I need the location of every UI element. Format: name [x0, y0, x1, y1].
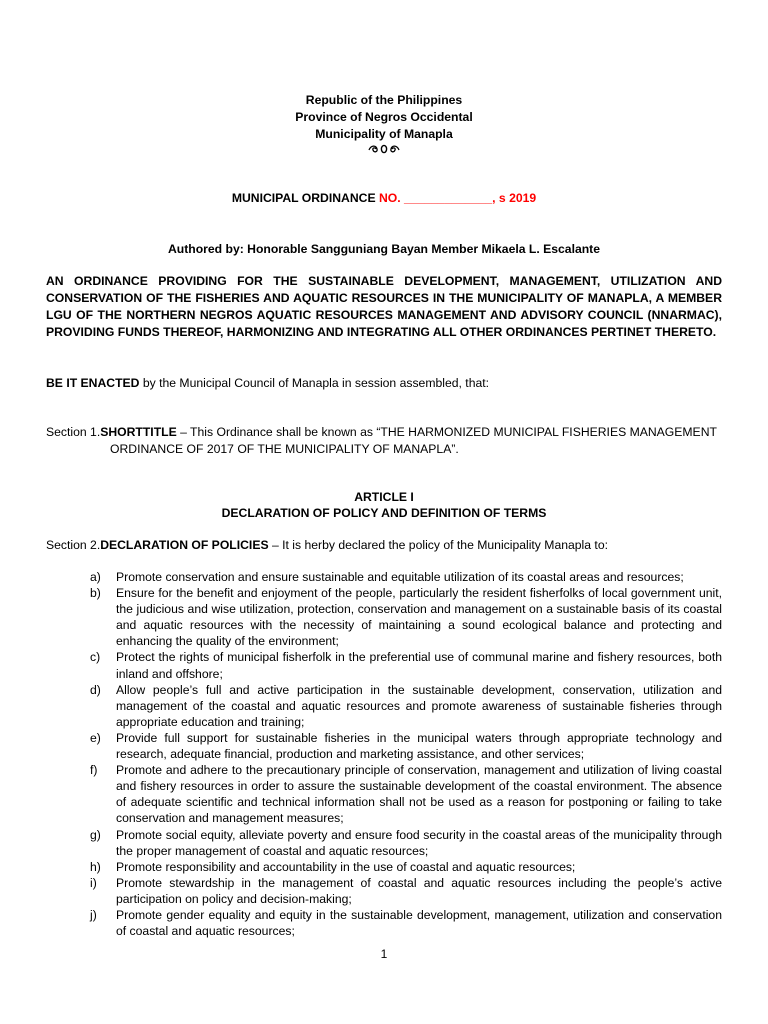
- list-item: [46, 827, 722, 859]
- list-item-text: Promote responsibility and accountability in the use of coastal and aquatic resources;: [116, 859, 576, 874]
- ornament-divider: [46, 143, 722, 160]
- list-item: [46, 875, 722, 907]
- ordinance-number: [46, 190, 722, 206]
- list-item-text: Promote gender equality and equity in the sustainable development, management, utilization and conservation of coastal and aquatic resources;: [116, 907, 722, 939]
- list-item: [46, 762, 722, 826]
- list-item-letter: e): [90, 730, 101, 745]
- list-item-letter: f): [90, 763, 98, 778]
- list-item: [46, 682, 722, 730]
- section-1-prefix: Section 1.: [46, 425, 101, 439]
- list-item-letter: j): [90, 907, 97, 922]
- article-subtitle: DECLARATION OF POLICY AND DEFINITION OF TERMS: [221, 506, 547, 520]
- list-item-text: Promote and adhere to the precautionary principle of conservation, management and utilization of living coastal and fishery resources in order to assure the sustainable development of the coastal environment. The absence of adequate scientific and technical information shall not be used as a reason for postponing or failing to take conservation and management measures;: [116, 763, 722, 826]
- list-item-letter: h): [90, 859, 101, 874]
- list-item-letter: d): [90, 682, 101, 697]
- section-1: [46, 424, 722, 458]
- list-item-text: Promote social equity, alleviate poverty and ensure food security in the coastal areas of the municipality through the proper management of coastal and aquatic resources;: [116, 827, 722, 858]
- ornament-icon: [367, 143, 401, 155]
- list-item: [46, 585, 722, 649]
- list-item: [46, 859, 722, 875]
- list-item-text: Protect the rights of municipal fisherfolk in the preferential use of communal marine and fishery resources, both inland and offshore;: [116, 650, 722, 681]
- list-item-letter: i): [90, 875, 97, 890]
- enacted-lead: BE IT ENACTED: [46, 376, 140, 390]
- list-item: [46, 907, 722, 939]
- enacted-rest: by the Municipal Council of Manapla in session assembled, that:: [139, 376, 490, 390]
- list-item: [46, 569, 722, 585]
- page-number: 1: [380, 947, 388, 961]
- ordinance-title: AN ORDINANCE PROVIDING FOR THE SUSTAINABLE DEVELOPMENT, MANAGEMENT, UTILIZATION AND CONSERVATION OF THE FISHERIES AND AQUATIC RESOURCES IN THE MUNICIPALITY OF MANAPLA, A MEMBER LGU OF THE NORTHERN NEGROS AQUATIC RESOURCES MANAGEMENT AND ADVISORY COUNCIL (NNARMAC), PROVIDING FUNDS THEREOF, HARMONIZING AND INTEGRATING ALL OTHER ORDINANCES PERTINET THERETO.: [46, 274, 722, 339]
- section-2: [46, 537, 722, 553]
- list-item-letter: g): [90, 827, 101, 842]
- enacting-clause: [46, 375, 722, 391]
- section-2-text: – It is herby declared the policy of the Municipality Manapla to:: [268, 538, 608, 552]
- document-header: [46, 92, 722, 160]
- list-item-text: Promote conservation and ensure sustainable and equitable utilization of its coastal areas and resources;: [116, 570, 684, 584]
- policy-list: [46, 569, 722, 939]
- ordinance-number-value: NO. _____________, s 2019: [378, 191, 537, 205]
- article-heading: [46, 489, 722, 521]
- section-1-heading: SHORTTITLE: [100, 425, 177, 439]
- document-page: [46, 92, 722, 939]
- list-item-text: Allow people’s full and active participation in the sustainable development, conservation, utilization and management of the coastal and aquatic resources and promote awareness of sustainable fisheries through appropriate education and training;: [116, 682, 722, 729]
- list-item: [46, 730, 722, 762]
- section-2-prefix: Section 2.: [46, 538, 101, 552]
- ordinance-label: MUNICIPAL ORDINANCE: [231, 191, 379, 205]
- header-republic: Republic of the Philippines: [305, 93, 463, 107]
- list-item-letter: b): [90, 586, 101, 601]
- list-item: [46, 649, 722, 681]
- list-item-text: Ensure for the benefit and enjoyment of the people, particularly the resident fisherfolks of local government unit, the judicious and wise utilization, protection, conservation and management on a sustainable basis of its coastal and aquatic resources with the necessity of maintaining a sound ecological balance and protecting and enhancing the quality of the environment;: [116, 586, 722, 649]
- section-2-heading: DECLARATION OF POLICIES: [100, 538, 269, 552]
- list-item-letter: a): [90, 570, 101, 584]
- article-title: ARTICLE I: [354, 490, 414, 504]
- header-municipality: Municipality of Manapla: [315, 127, 453, 141]
- list-item-text: Promote stewardship in the management of coastal and aquatic resources including the people’s active participation on policy and decision-making;: [116, 875, 722, 906]
- author-line: Authored by: Honorable Sangguniang Bayan Member Mikaela L. Escalante: [167, 242, 601, 256]
- list-item-text: Provide full support for sustainable fisheries in the municipal waters through appropriate technology and research, adequate financial, production and marketing assistance, and other services;: [116, 730, 722, 762]
- header-province: Province of Negros Occidental: [295, 110, 473, 124]
- section-1-text: – This Ordinance shall be known as “THE HARMONIZED MUNICIPAL FISHERIES MANAGEMENT ORDINANCE OF 2017 OF THE MUNICIPALITY OF MANAPLA”.: [110, 425, 717, 456]
- list-item-letter: c): [90, 650, 101, 665]
